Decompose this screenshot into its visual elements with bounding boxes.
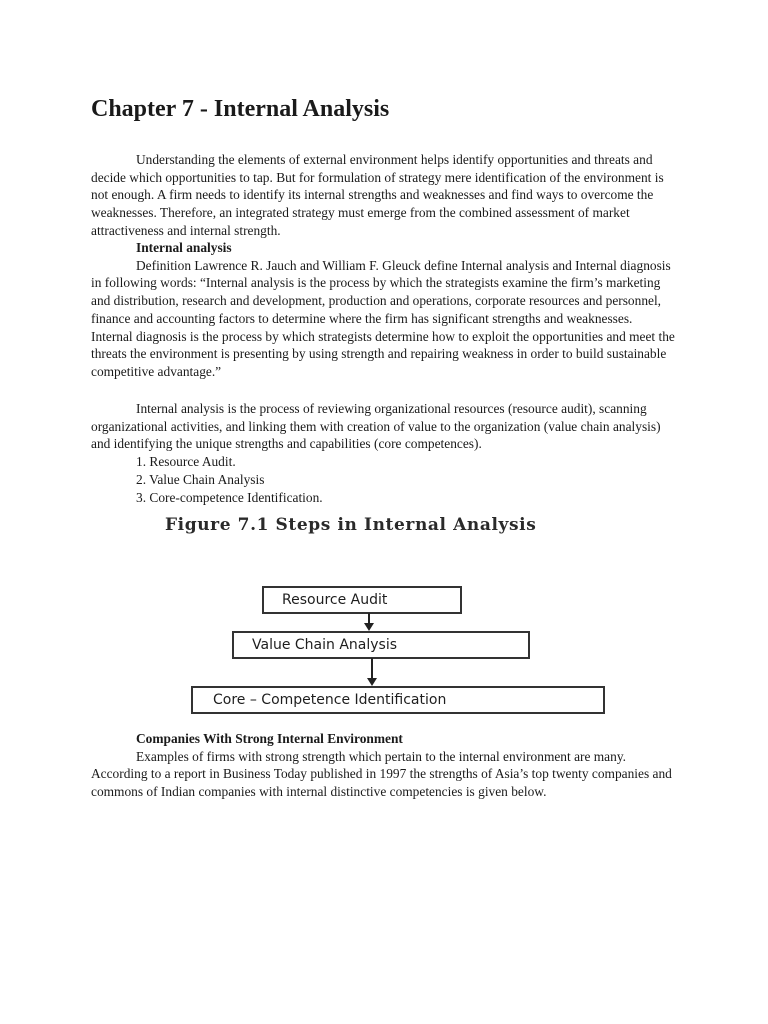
companies-paragraph: Examples of firms with strong strength which pertain to the internal environment are many. According to a report in Business Today published in 1997 the strengths of Asia’s top twenty companies and commons of Indian companies with internal distinctive competencies is given below. xyxy=(91,748,672,800)
chapter-title: Chapter 7 - Internal Analysis xyxy=(91,96,390,122)
intro-paragraph: Understanding the elements of external environment helps identify opportunities and threats and decide which opportunities to tap. But for formulation of strategy mere identification of the environment is not enough. A firm needs to identify its internal strengths and weaknesses and find ways to overcome the weaknesses. Therefore, an integrated strategy must emerge from the combined assessment of market attractiveness and internal strength. xyxy=(91,152,664,238)
value-chain-analysis-box: Value Chain Analysis xyxy=(232,631,530,659)
list-item: 2. Value Chain Analysis xyxy=(136,471,265,487)
process-paragraph: Internal analysis is the process of reviewing organizational resources (resource audit), scanning organizational activities, and linking them with creation of value to the organization (value chain analysis) and identifying the unique strengths and capabilities (core competences). xyxy=(91,401,661,452)
core-competence-box: Core – Competence Identification xyxy=(191,686,605,714)
list-item: 1. Resource Audit. xyxy=(136,454,236,470)
down-arrow-icon xyxy=(365,658,379,687)
process-section xyxy=(91,400,676,506)
internal-analysis-section xyxy=(91,239,676,381)
intro-section xyxy=(91,151,676,240)
definition-paragraph: Definition Lawrence R. Jauch and William F. Gleuck define Internal analysis and Internal diagnosis in following words: “Internal analysis is the process by which the strategists examine the firm’s marketing and distribution, research and development, production and operations, corporate resources and personnel, finance and accounting factors to determine where the firm has significant strengths and weaknesses. Internal diagnosis is the process by which strategists determine how to exploit the opportunities and meet the threats the environment is presenting by using strength and repairing weakness in order to build sustainable competitive advantage.” xyxy=(91,257,675,379)
steps-list xyxy=(91,453,676,506)
resource-audit-box: Resource Audit xyxy=(262,586,462,614)
companies-heading: Companies With Strong Internal Environment xyxy=(136,731,403,746)
companies-section xyxy=(91,730,676,801)
internal-analysis-heading: Internal analysis xyxy=(136,240,232,255)
down-arrow-icon xyxy=(362,613,376,632)
figure-title: Figure 7.1 Steps in Internal Analysis xyxy=(165,515,537,535)
list-item: 3. Core-competence Identification. xyxy=(136,489,323,505)
